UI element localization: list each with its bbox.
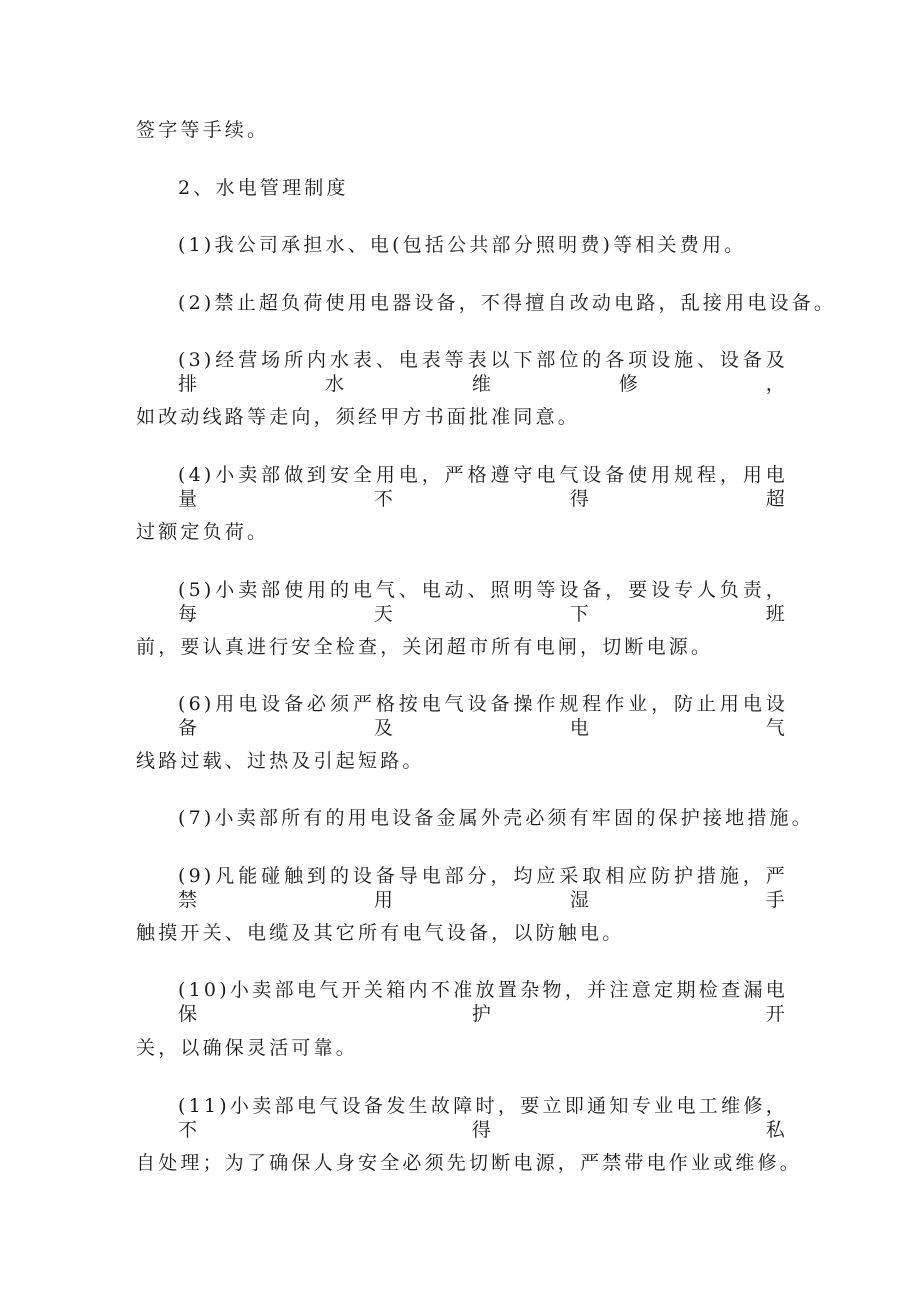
item-4-line-1: (4)小卖部做到安全用电，严格遵守电气设备使用规程，用电量不得超	[178, 464, 788, 510]
continuation-text: 签字等手续。	[136, 119, 270, 141]
item-11-line-2: 自处理；为了确保人身安全必须先切断电源，严禁带电作业或维修。	[136, 1152, 803, 1174]
item-4-line-2: 过额定负荷。	[136, 521, 270, 543]
item-10-line-1: (10)小卖部电气开关箱内不准放置杂物，并注意定期检查漏电保护开	[178, 979, 788, 1025]
item-6-line-2: 线路过载、过热及引起短路。	[136, 750, 425, 772]
item-9-line-2: 触摸开关、电缆及其它所有电气设备，以防触电。	[136, 922, 625, 944]
item-10-line-2: 关，以确保灵活可靠。	[136, 1037, 359, 1059]
item-11-line-1: (11)小卖部电气设备发生故障时，要立即通知专业电工维修，不得私	[178, 1095, 788, 1141]
item-5-line-1: (5)小卖部使用的电气、电动、照明等设备，要设专人负责，每天下班	[178, 579, 788, 625]
item-5-line-2: 前，要认真进行安全检查，关闭超市所有电闸，切断电源。	[136, 636, 714, 658]
item-3-line-2: 如改动线路等走向，须经甲方书面批准同意。	[136, 406, 581, 428]
item-3-line-1: (3)经营场所内水表、电表等表以下部位的各项设施、设备及排水维修，	[178, 349, 788, 395]
item-7-line-1: (7)小卖部所有的用电设备金属外壳必须有牢固的保护接地措施。	[178, 807, 814, 829]
item-9-line-1: (9)凡能碰触到的设备导电部分，均应采取相应防护措施，严禁用湿手	[178, 865, 788, 911]
item-6-line-1: (6)用电设备必须严格按电气设备操作规程作业，防止用电设备及电气	[178, 693, 788, 739]
section-heading: 2、水电管理制度	[178, 177, 349, 199]
item-1-line-1: (1)我公司承担水、电(包括公共部分照明费)等相关费用。	[178, 234, 747, 256]
item-2-line-1: (2)禁止超负荷使用电器设备，不得擅自改动电路，乱接用电设备。	[178, 292, 837, 314]
